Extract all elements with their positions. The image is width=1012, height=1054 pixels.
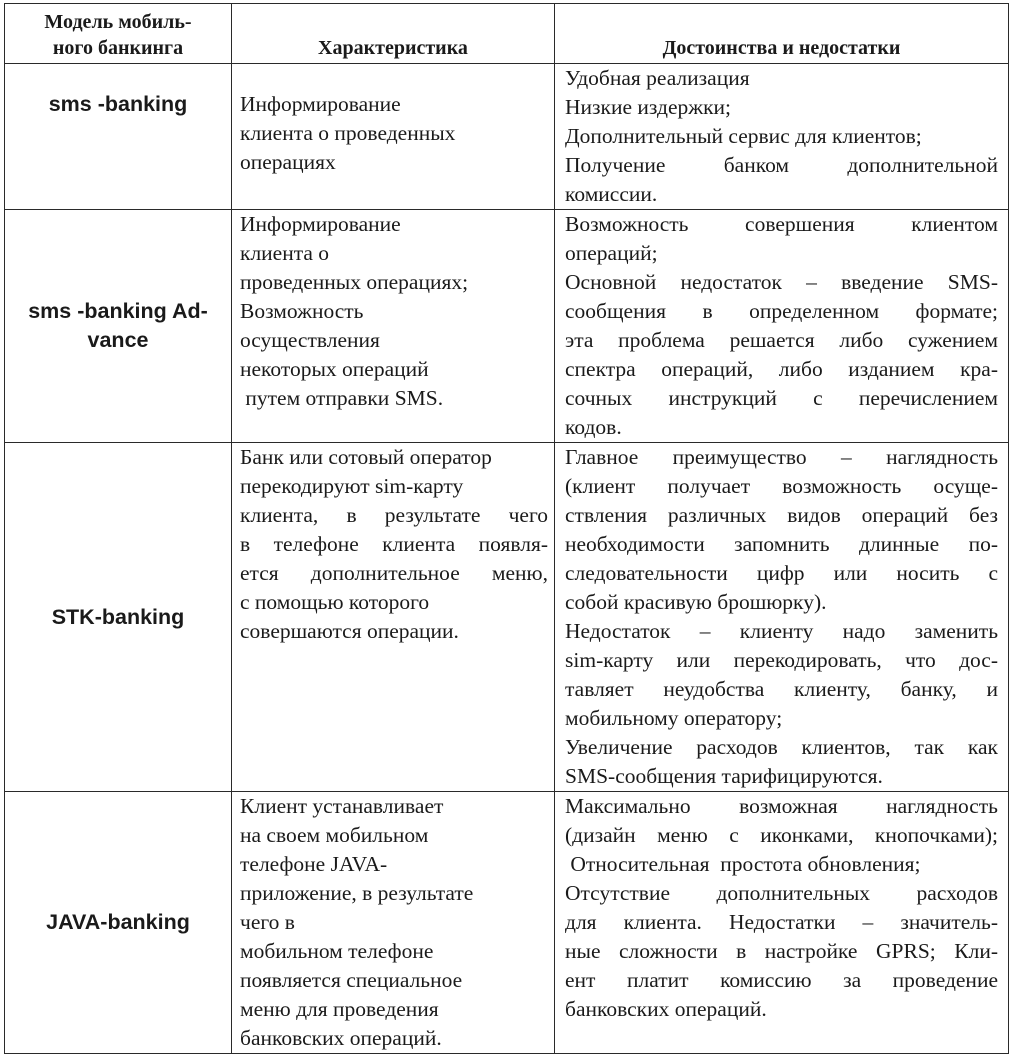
table-row (5, 210, 1009, 443)
text-line: совершаются операции. (240, 619, 459, 643)
text-line: следовательности цифр или носить с (565, 561, 998, 585)
text-line: Недостаток – клиенту надо заменить (565, 619, 998, 643)
text-line: чего в (240, 910, 295, 934)
model-cell (5, 210, 232, 443)
text-line: комиссии. (565, 182, 658, 206)
pros-cons-cell (555, 792, 1009, 1054)
text-line: Банк или сотовый оператор (240, 445, 492, 469)
text-line: появляется специальное (240, 968, 463, 992)
table-row (5, 443, 1009, 792)
model-cell (5, 64, 232, 210)
table-row (5, 792, 1009, 1054)
mobile-banking-table (4, 3, 1009, 1054)
model-name: sms -banking (48, 92, 188, 116)
text-line: операциях (240, 150, 336, 174)
text-line: тавляет неудобства клиенту, банку, и (565, 677, 998, 701)
text-line: мобильному оператору; (565, 706, 783, 730)
table-header-row (5, 4, 1009, 64)
text-line: Клиент устанавливает (240, 794, 444, 818)
text-line: sim-карту или перекодировать, что дос- (565, 648, 998, 672)
text-line: Информирование (240, 212, 401, 236)
header-model (5, 4, 232, 64)
model-cell (5, 443, 232, 792)
model-name: vance (87, 328, 149, 352)
text-line: Относительная простота обновления; (565, 852, 921, 876)
text-line: (дизайн меню с иконками, кнопочками); (565, 823, 998, 847)
characteristic-cell (232, 443, 555, 792)
text-line: Получение банком дополнительной (565, 153, 998, 177)
text-line: (клиент получает возможность осуще- (565, 474, 998, 498)
table-row (5, 64, 1009, 210)
text-line: приложение, в результате (240, 881, 474, 905)
text-line: Возможность совершения клиентом (565, 212, 998, 236)
characteristic-cell (232, 210, 555, 443)
header-pros-cons: Достоинства и недостатки (555, 4, 1009, 64)
text-line: Максимально возможная наглядность (565, 794, 998, 818)
pros-cons-cell (555, 210, 1009, 443)
text-line: Отсутствие дополнительных расходов (565, 881, 998, 905)
text-line: меню для проведения (240, 997, 439, 1021)
text-line: Низкие издержки; (565, 95, 732, 119)
text-line: сочных инструкций с перечислением (565, 386, 998, 410)
text-line: SMS-сообщения тарифицируются. (565, 764, 883, 788)
text-line: в телефоне клиента появля- (240, 532, 548, 556)
model-name: JAVA-banking (46, 910, 190, 934)
text-line: Удобная реализация (565, 66, 750, 90)
text-line: с помощью которого (240, 590, 430, 614)
text-line: клиента о проведенных (240, 121, 456, 145)
text-line: необходимости запомнить длинные по- (565, 532, 998, 556)
characteristic-cell (232, 792, 555, 1054)
text-line: Информирование (240, 92, 401, 116)
text-line: банковских операций. (240, 1026, 442, 1050)
text-line: ствления различных видов операций без (565, 503, 998, 527)
text-line: Главное преимущество – наглядность (565, 445, 998, 469)
text-line: мобильном телефоне (240, 939, 434, 963)
text-line: осуществления (240, 328, 380, 352)
header-characteristic: Характеристика (232, 4, 555, 64)
model-cell (5, 792, 232, 1054)
text-line: некоторых операций (240, 357, 429, 381)
text-line: банковских операций. (565, 997, 767, 1021)
pros-cons-cell (555, 64, 1009, 210)
text-line: сообщения в определенном формате; (565, 299, 998, 323)
text-line: Возможность (240, 299, 364, 323)
text-line: ент платит комиссию за проведение (565, 968, 998, 992)
text-line: спектра операций, либо изданием кра- (565, 357, 998, 381)
text-line: проведенных операциях; (240, 270, 469, 294)
text-line: Дополнительный сервис для клиентов; (565, 124, 922, 148)
text-line: для клиента. Недостатки – значитель- (565, 910, 998, 934)
characteristic-cell (232, 64, 555, 210)
text-line: Основной недостаток – введение SMS- (565, 270, 998, 294)
text-line: ные сложности в настройке GPRS; Кли- (565, 939, 998, 963)
text-line: эта проблема решается либо сужением (565, 328, 998, 352)
text-line: кодов. (565, 415, 622, 439)
text-line: ется дополнительное меню, (240, 561, 548, 585)
pros-cons-cell (555, 443, 1009, 792)
model-name: sms -banking Ad- (28, 299, 208, 323)
model-name: STK-banking (51, 604, 185, 629)
text-line: Увеличение расходов клиентов, так как (565, 735, 998, 759)
text-line: путем отправки SMS. (240, 386, 444, 410)
text-line: собой красивую брошюрку). (565, 590, 827, 614)
text-line: операций; (565, 241, 658, 265)
text-line: на своем мобильном (240, 823, 429, 847)
header-model-line: ного банкинга (52, 37, 184, 59)
text-line: перекодируют sim-карту (240, 474, 464, 498)
text-line: телефоне JAVA- (240, 852, 388, 876)
text-line: клиента, в результате чего (240, 503, 548, 527)
header-model-line: Модель мобиль- (44, 11, 192, 33)
text-line: клиента о (240, 241, 330, 265)
